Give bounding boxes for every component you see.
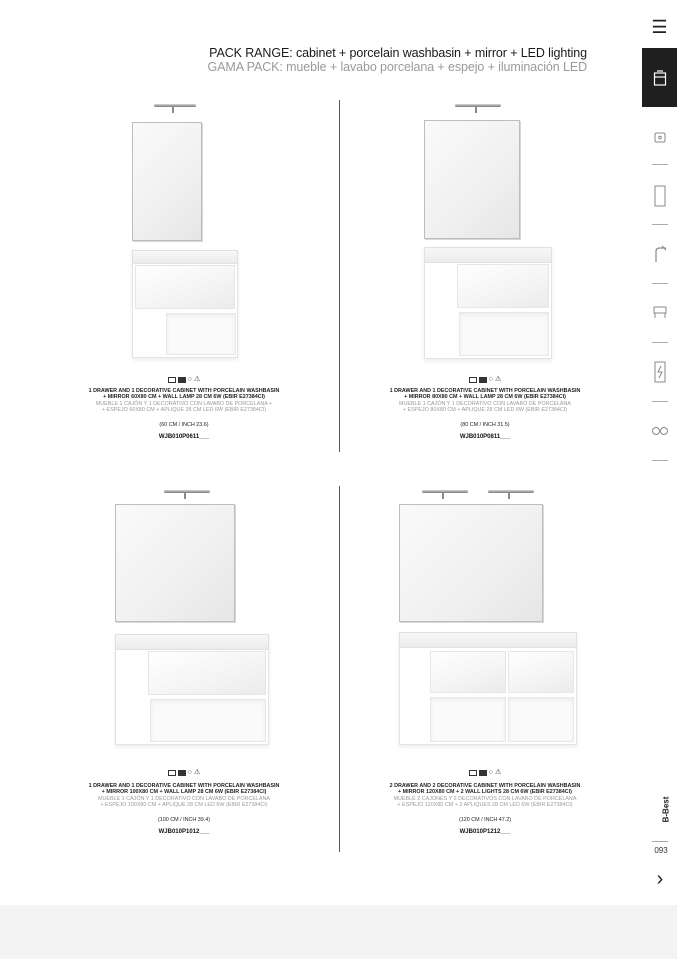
description-es-line-1: MUEBLE 1 CAJÓN Y 1 DECORATIVO CON LAVABO DE PORCELANA +	[95, 400, 273, 407]
nav-item-accessories[interactable]	[642, 417, 677, 445]
warning-symbol-icon: ⚠	[193, 769, 201, 776]
drawer	[430, 651, 506, 693]
accessories-icon	[651, 426, 669, 436]
product-card[interactable]	[34, 100, 334, 450]
nav-item-mirrors[interactable]	[642, 182, 677, 210]
nav-divider	[652, 460, 668, 461]
description-es-line-1: MUEBLE 1 CAJÓN Y 1 DECORATIVO CON LAVABO DE PORCELANA	[398, 400, 572, 407]
tap-icon	[652, 245, 668, 263]
drawer	[148, 651, 266, 695]
description-en-line-1: 2 DRAWER AND 2 DECORATIVE CABINET WITH PORCELAIN WASHBASIN	[389, 783, 581, 789]
vanity-cabinet	[115, 634, 269, 745]
feature-icons	[335, 376, 635, 383]
cabinet-icon	[653, 70, 667, 86]
category-nav	[642, 0, 677, 905]
wall-lamp	[422, 489, 468, 494]
description-es-line-2: + ESPEJO 120X80 CM + 2 APLIQUES 28 CM LED 6W (EBIR E27384CI)	[397, 801, 573, 808]
product-description	[335, 388, 635, 413]
washbasin	[132, 250, 238, 264]
bench-icon	[652, 305, 668, 319]
description-es-line-1: MUEBLE 2 CAJONES Y 2 DECORATIVOS CON LAVABO DE PORCELANA	[393, 795, 577, 802]
nav-item-washbasins[interactable]	[642, 124, 677, 150]
drawer	[508, 651, 574, 693]
description-en-line-1: 1 DRAWER AND 1 DECORATIVE CABINET WITH PORCELAIN WASHBASIN	[88, 783, 280, 789]
nav-divider	[652, 401, 668, 402]
description-es-line-1: MUEBLE 1 CAJÓN Y 1 DECORATIVO CON LAVABO DE PORCELANA	[97, 795, 271, 802]
circle-symbol-icon: ○	[488, 376, 493, 383]
circle-symbol-icon: ○	[187, 376, 192, 383]
page-header	[208, 46, 587, 74]
product-description	[34, 783, 334, 808]
washbasin-icon	[653, 130, 667, 144]
product-card[interactable]	[34, 486, 334, 846]
product-card[interactable]	[335, 100, 635, 450]
title-english: PACK RANGE: cabinet + porcelain washbasin + mirror + LED lighting	[209, 46, 587, 60]
vanity-cabinet	[424, 247, 552, 359]
washbasin	[424, 247, 552, 263]
product-code: WJB010P1212___	[459, 829, 511, 835]
wall-lamp	[488, 489, 534, 494]
drawer-symbol-icon	[479, 377, 487, 383]
description-en-line-2: + MIRROR 100X80 CM + WALL LAMP 28 CM 6W (EBIR E27384CI)	[101, 789, 267, 796]
warning-symbol-icon: ⚠	[494, 376, 502, 383]
nav-item-furniture[interactable]	[642, 298, 677, 326]
description-en-line-1: 1 DRAWER AND 1 DECORATIVE CABINET WITH PORCELAIN WASHBASIN	[88, 388, 280, 394]
lighting-icon	[653, 361, 667, 383]
product-card[interactable]	[335, 486, 635, 846]
menu-icon[interactable]: ☰	[651, 16, 668, 37]
product-size: (80 CM / INCH 31.5)	[460, 422, 510, 428]
brand-label: B-Best	[661, 796, 671, 823]
cabinet-symbol-icon	[168, 377, 176, 383]
vanity-cabinet	[399, 632, 577, 745]
feature-icons	[335, 769, 635, 776]
open-shelf	[508, 697, 574, 742]
wall-lamp	[154, 103, 196, 108]
drawer	[135, 265, 235, 309]
mirror	[132, 122, 202, 241]
circle-symbol-icon: ○	[488, 769, 493, 776]
product-code: WJB010P1012___	[158, 829, 210, 835]
feature-icons	[34, 769, 334, 776]
warning-symbol-icon: ⚠	[193, 376, 201, 383]
product-size: (100 CM / INCH 39.4)	[157, 817, 211, 823]
nav-item-cabinets[interactable]	[642, 48, 677, 107]
next-page-chevron-icon[interactable]: ›	[656, 868, 664, 890]
product-description	[34, 388, 334, 413]
open-shelf	[459, 312, 549, 356]
mirror-icon	[654, 185, 666, 207]
washbasin	[115, 634, 269, 650]
cabinet-symbol-icon	[168, 770, 176, 776]
warning-symbol-icon: ⚠	[494, 769, 502, 776]
wall-lamp	[455, 103, 501, 108]
product-description	[335, 783, 635, 808]
drawer-symbol-icon	[178, 377, 186, 383]
page-number: 093	[654, 846, 668, 855]
open-shelf	[430, 697, 506, 742]
wall-lamp	[164, 489, 210, 494]
open-shelf	[166, 313, 236, 355]
footer-band	[0, 905, 677, 959]
drawer	[457, 264, 549, 308]
drawer-symbol-icon	[178, 770, 186, 776]
nav-item-lighting[interactable]	[642, 358, 677, 386]
product-code: WJB010P0611___	[158, 434, 210, 440]
product-size: (120 CM / INCH 47.2)	[458, 817, 512, 823]
description-es-line-2: + ESPEJO 100X80 CM + APLIQUE 28 CM LED 6W (EBIR E27384CI)	[100, 801, 268, 808]
description-en-line-2: + MIRROR 60X80 CM + WALL LAMP 28 CM 6W (EBIR E27384CI)	[103, 394, 265, 401]
description-en-line-1: 1 DRAWER AND 1 DECORATIVE CABINET WITH PORCELAIN WASHBASIN	[389, 388, 581, 394]
nav-divider	[652, 224, 668, 225]
mirror	[424, 120, 520, 239]
washbasin	[399, 632, 577, 648]
open-shelf	[150, 699, 266, 742]
product-code: WJB010P0811___	[459, 434, 511, 440]
circle-symbol-icon: ○	[187, 769, 192, 776]
page-number-divider	[652, 841, 668, 842]
feature-icons	[34, 376, 334, 383]
drawer-symbol-icon	[479, 770, 487, 776]
title-spanish: GAMA PACK: mueble + lavabo porcelana + espejo + iluminación LED	[207, 60, 587, 74]
cabinet-symbol-icon	[469, 770, 477, 776]
description-en-line-2: + MIRROR 120X80 CM + 2 WALL LIGHTS 28 CM 6W (EBIR E27384CI)	[398, 789, 572, 796]
description-es-line-2: + ESPEJO 80X80 CM + APLIQUE 28 CM LED 6W (EBIR E27384CI)	[402, 406, 568, 413]
description-en-line-2: + MIRROR 80X80 CM + WALL LAMP 28 CM 6W (EBIR E27384CI)	[404, 394, 566, 401]
product-size: (60 CM / INCH 23.6)	[159, 422, 209, 428]
description-es-line-2: + ESPEJO 60X80 CM + APLIQUE 28 CM LED 6W (EBIR E27384CI)	[101, 406, 267, 413]
cabinet-symbol-icon	[469, 377, 477, 383]
nav-item-taps[interactable]	[642, 240, 677, 268]
mirror	[399, 504, 543, 622]
nav-divider	[652, 283, 668, 284]
vanity-cabinet	[132, 250, 238, 358]
nav-divider	[652, 342, 668, 343]
mirror	[115, 504, 235, 622]
nav-divider	[652, 164, 668, 165]
